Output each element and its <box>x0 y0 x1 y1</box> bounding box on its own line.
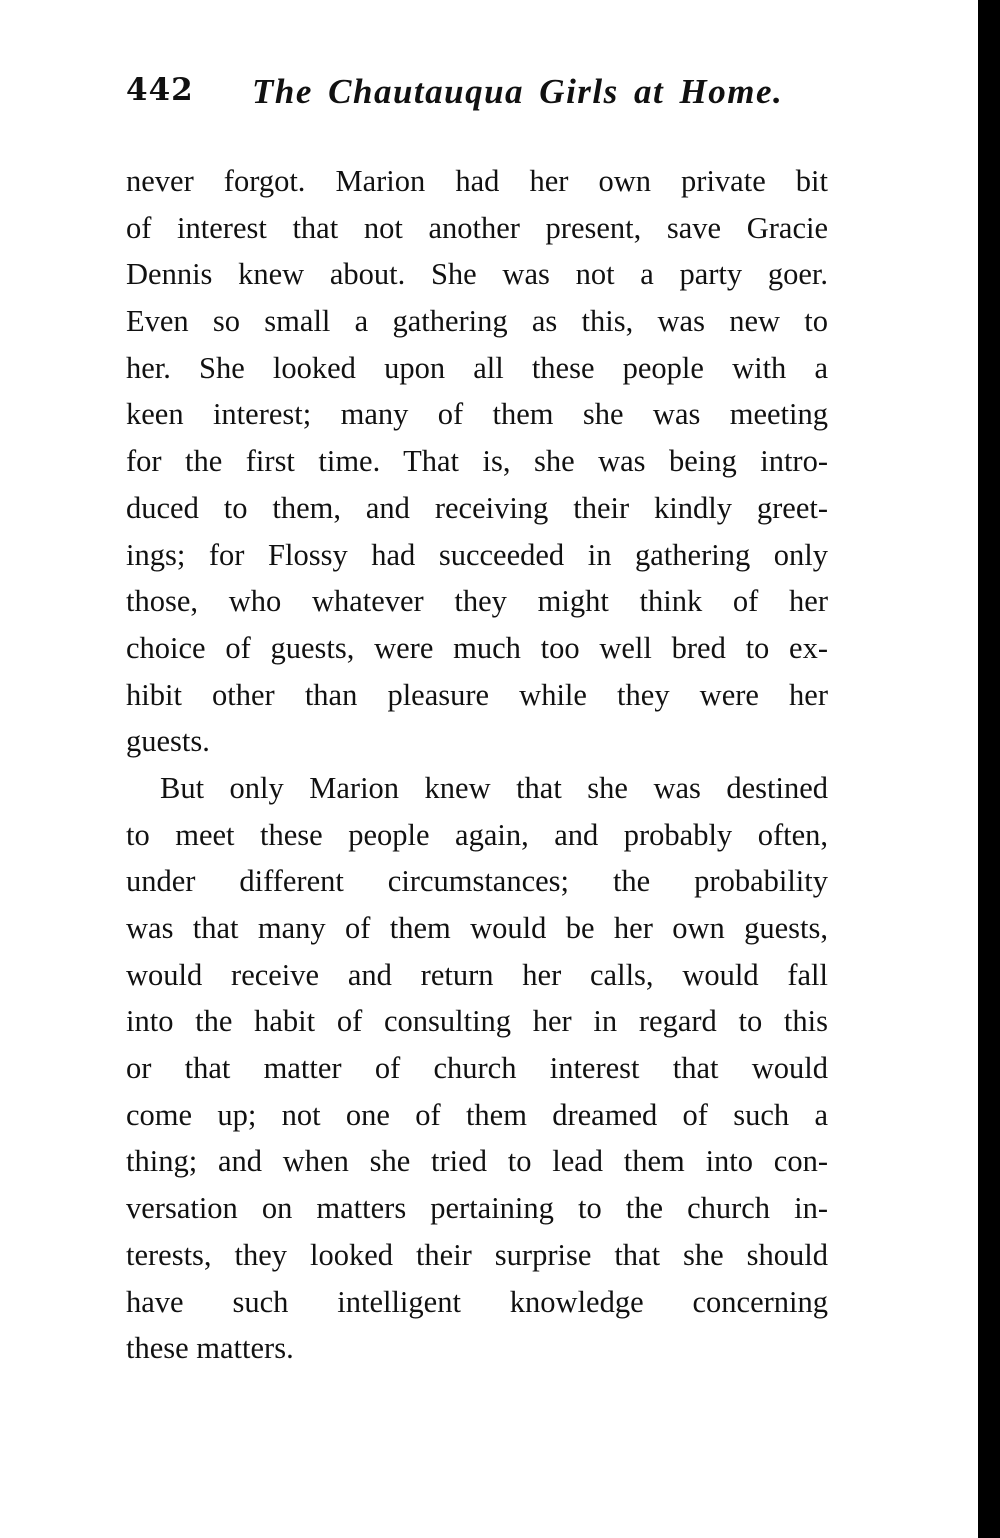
text-line: of interest that not another present, save Gracie <box>126 210 828 245</box>
text-line: ings; for Flossy had succeeded in gathering only <box>126 537 828 572</box>
text-line: have such intelligent knowledge concerning <box>126 1284 828 1319</box>
text-line: to meet these people again, and probably often, <box>126 817 828 852</box>
text-line: for the first time. That is, she was being intro- <box>126 444 828 479</box>
text-line: those, who whatever they might think of her <box>126 584 828 619</box>
running-title: The Chautauqua Girls at Home. <box>252 72 784 111</box>
text-line: choice of guests, were much too well bred to ex- <box>126 630 828 665</box>
text-line: hibit other than pleasure while they were her <box>126 677 828 712</box>
text-line: duced to them, and receiving their kindly greet- <box>126 490 828 525</box>
text-line: or that matter of church interest that would <box>126 1051 828 1086</box>
text-line: keen interest; many of them she was meeting <box>126 397 828 432</box>
paragraph <box>126 765 828 1372</box>
text-line: guests. <box>126 724 210 759</box>
text-line: come up; not one of them dreamed of such a <box>126 1097 828 1132</box>
paragraph <box>126 158 828 765</box>
text-line: Even so small a gathering as this, was new to <box>126 304 828 339</box>
scan-edge <box>978 0 1000 1538</box>
text-line: her. She looked upon all these people with a <box>126 350 828 385</box>
text-line: under different circumstances; the probability <box>126 864 828 899</box>
text-line: thing; and when she tried to lead them into con- <box>126 1144 828 1179</box>
text-line: Dennis knew about. She was not a party goer. <box>126 257 828 292</box>
text-line: into the habit of consulting her in regard to this <box>126 1004 828 1039</box>
page-number: 442 <box>126 72 194 108</box>
text-line: was that many of them would be her own guests, <box>126 911 828 945</box>
text-line: versation on matters pertaining to the church in- <box>126 1191 828 1226</box>
text-line: would receive and return her calls, would fall <box>126 957 828 992</box>
text-line: But only Marion knew that she was destined <box>160 770 828 805</box>
text-line: terests, they looked their surprise that she should <box>126 1237 828 1272</box>
text-line: never forgot. Marion had her own private bit <box>126 164 828 198</box>
page-header <box>126 72 836 112</box>
body-text <box>126 158 828 1372</box>
text-line: these matters. <box>126 1331 294 1366</box>
